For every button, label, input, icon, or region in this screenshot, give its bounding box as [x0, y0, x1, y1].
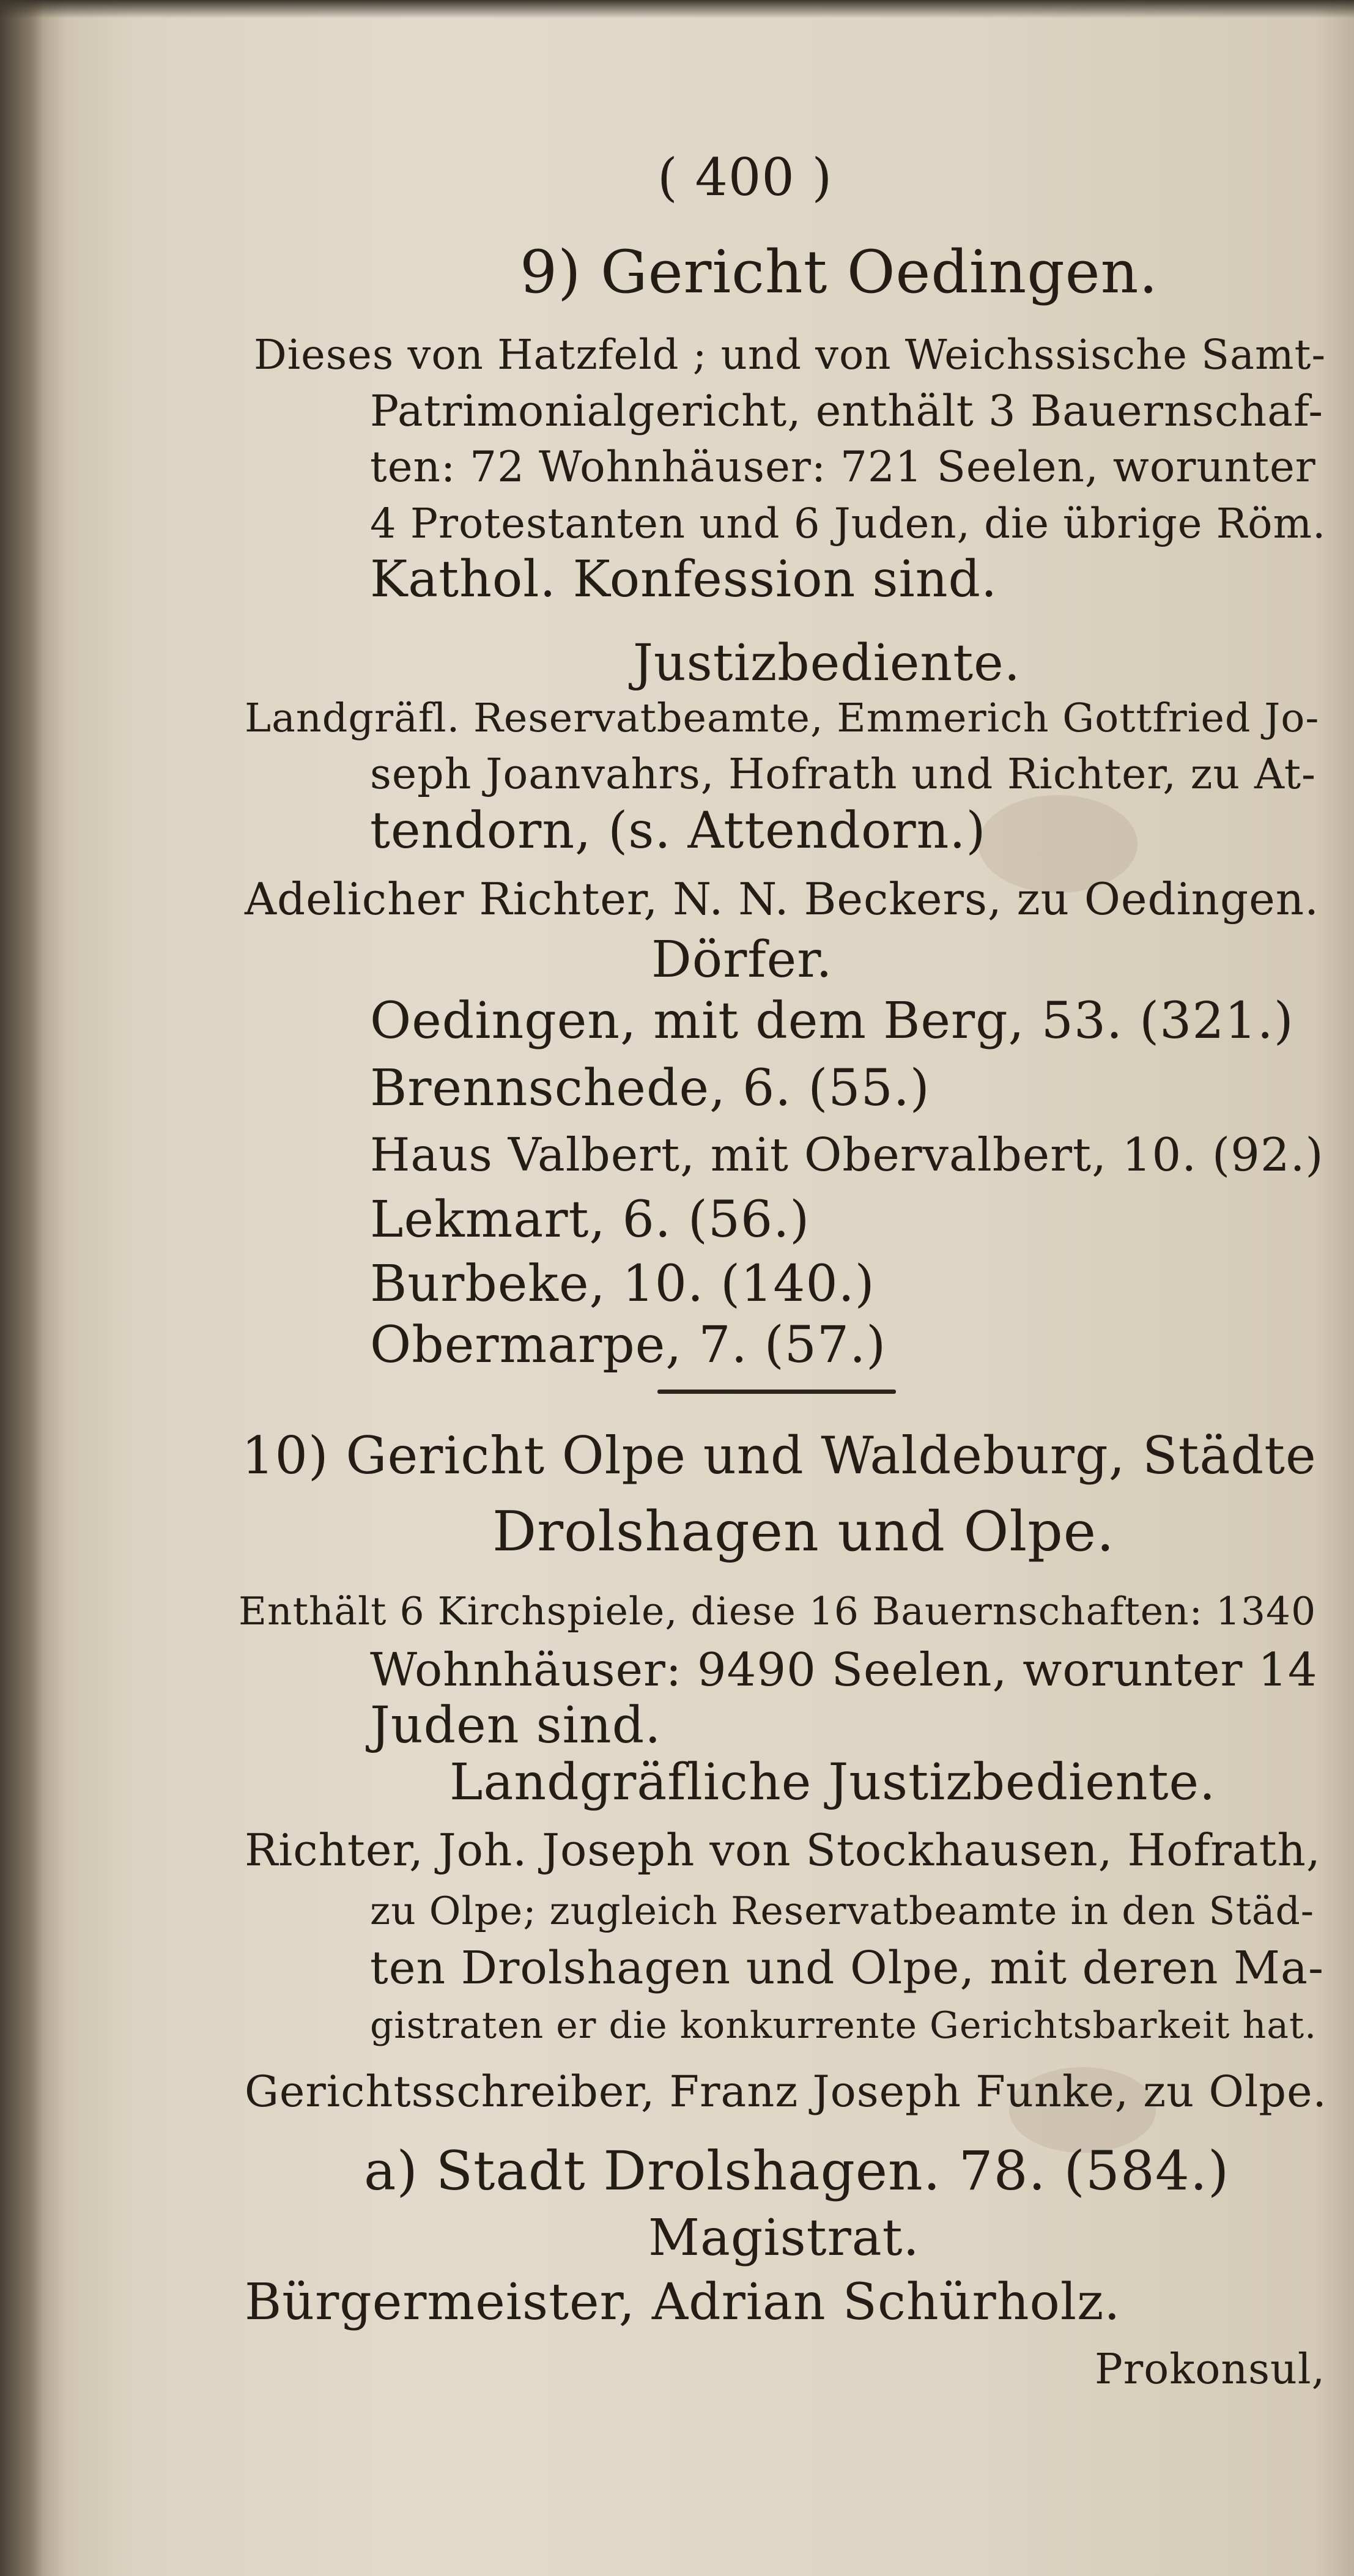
village-entry: Haus Valbert, mit Obervalbert, 10. (92.): [370, 1128, 1324, 1182]
section-9-body-line: Kathol. Konfession sind.: [370, 550, 998, 609]
catchword: Prokonsul,: [1095, 2345, 1326, 2394]
justiz-line: Adelicher Richter, N. N. Beckers, zu Oedingen.: [245, 873, 1319, 925]
stadt-heading: a) Stadt Drolshagen. 78. (584.): [364, 2139, 1230, 2202]
justiz-heading: Landgräfliche Justizbediente.: [449, 1753, 1216, 1812]
village-entry: Oedingen, mit dem Berg, 53. (321.): [370, 992, 1294, 1050]
top-edge-shadow: [0, 0, 1354, 18]
book-spine-shadow: [0, 0, 43, 2576]
justiz-line: zu Olpe; zugleich Reservatbeamte in den Städ-: [370, 1889, 1315, 1933]
justiz-line: seph Joanvahrs, Hofrath und Richter, zu At-: [370, 750, 1317, 799]
section-divider: [657, 1390, 896, 1394]
section-9-body-line: 4 Protestanten und 6 Juden, die übrige Röm.: [370, 500, 1326, 547]
village-entry: Burbeke, 10. (140.): [370, 1255, 875, 1313]
justiz-line: Gerichtsschreiber, Franz Joseph Funke, zu Olpe.: [245, 2067, 1327, 2117]
justiz-line: tendorn, (s. Attendorn.): [370, 802, 986, 860]
section-10-body-line: Juden sind.: [370, 1697, 662, 1755]
justiz-line: Richter, Joh. Joseph von Stockhausen, Hofrath,: [245, 1824, 1321, 1876]
section-10-body-line: Enthält 6 Kirchspiele, diese 16 Bauernschaften: 1340: [239, 1589, 1317, 1634]
section-9-body-line: Patrimonialgericht, enthält 3 Bauernschaf-: [370, 386, 1324, 436]
village-entry: Obermarpe, 7. (57.): [370, 1316, 887, 1374]
magistrat-heading: Magistrat.: [648, 2209, 920, 2267]
justiz-line: ten Drolshagen und Olpe, mit deren Ma-: [370, 1942, 1324, 1994]
village-entry: Brennschede, 6. (55.): [370, 1059, 930, 1117]
buergermeister-line: Bürgermeister, Adrian Schürholz.: [245, 2273, 1121, 2331]
section-9-body-line: ten: 72 Wohnhäuser: 721 Seelen, worunter: [370, 443, 1316, 492]
section-10-title: Drolshagen und Olpe.: [492, 1500, 1115, 1564]
section-10-title: 10) Gericht Olpe und Waldeburg, Städte: [242, 1426, 1317, 1486]
justiz-line: gistraten er die konkurrente Gerichtsbarkeit hat.: [370, 2004, 1317, 2047]
doerfer-heading: Dörfer.: [651, 931, 833, 989]
justiz-line: Landgräfl. Reservatbeamte, Emmerich Gottfried Jo-: [245, 695, 1320, 741]
village-entry: Lekmart, 6. (56.): [370, 1191, 810, 1249]
justiz-heading: Justizbediente.: [633, 634, 1021, 692]
page-number: ( 400 ): [657, 147, 833, 207]
section-9-title: 9) Gericht Oedingen.: [520, 238, 1158, 306]
section-9-body-line: Dieses von Hatzfeld ; und von Weichssische Samt-: [254, 331, 1326, 379]
section-10-body-line: Wohnhäuser: 9490 Seelen, worunter 14: [370, 1643, 1318, 1697]
